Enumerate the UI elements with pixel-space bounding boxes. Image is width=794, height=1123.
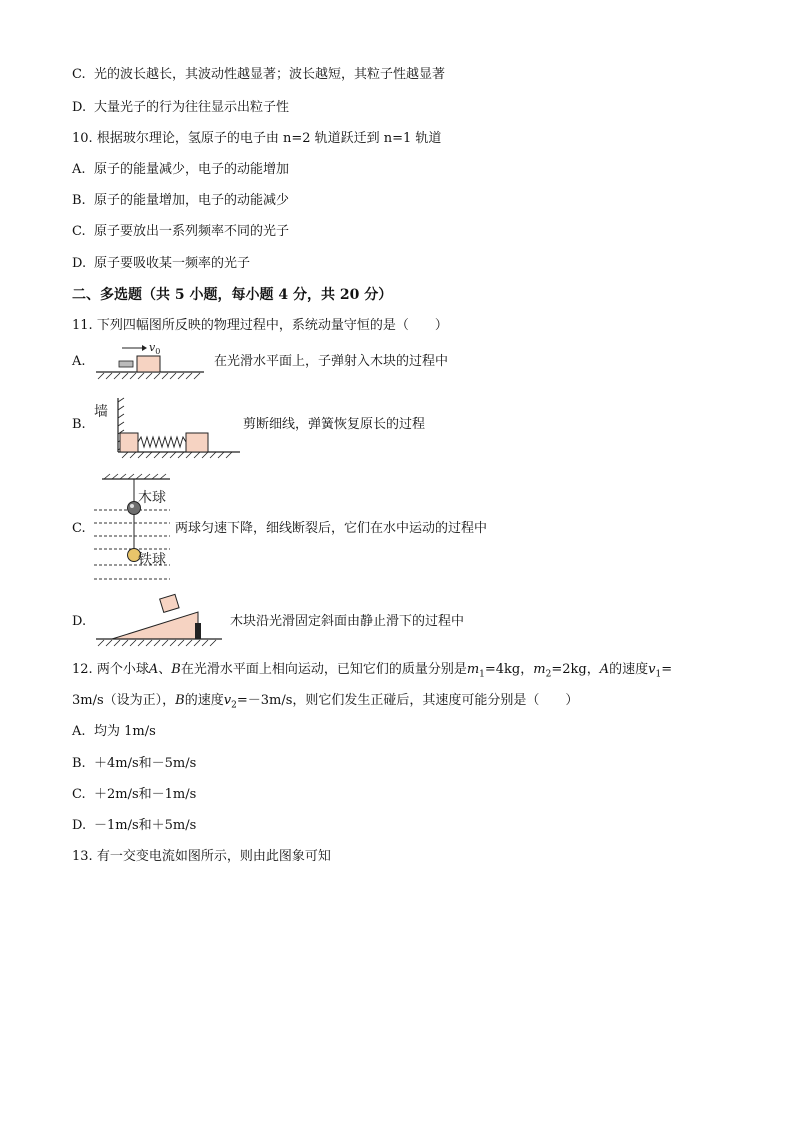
q12-option-d xyxy=(72,817,196,835)
q10-option-a xyxy=(72,161,289,179)
question-11 xyxy=(72,317,448,335)
question-12-line1 xyxy=(72,661,672,684)
q11-option-c-caption: 两球匀速下降，细线断裂后，它们在水中运动的过程中 xyxy=(175,521,488,536)
question-number: 12. xyxy=(72,662,93,677)
option-text: ＋2m/s和－1m/s xyxy=(94,787,197,802)
var-v: v xyxy=(648,662,656,677)
question-text: 下列四幅图所反映的物理过程中，系统动量守恒的是（ ） xyxy=(96,318,448,333)
spring-wall-figure xyxy=(94,396,244,460)
q12-text-part: 、 xyxy=(158,662,172,677)
option-label: D. xyxy=(72,818,87,833)
q11-option-d-label: D. xyxy=(72,614,87,629)
question-number: 10. xyxy=(72,131,93,146)
question-13 xyxy=(72,848,331,866)
subscript: 1 xyxy=(655,669,662,680)
q12-text-part: 的速度 xyxy=(609,662,649,677)
var-v: v xyxy=(223,693,232,708)
wood-ball-label: 木球 xyxy=(138,490,166,506)
option-label: A. xyxy=(72,724,86,739)
q12-text-part: =4kg， xyxy=(484,662,534,677)
bullet-block-figure xyxy=(94,340,206,382)
option-label: C. xyxy=(72,224,86,239)
q12-text-part: =2kg， xyxy=(551,662,600,677)
var-m: m xyxy=(533,662,546,677)
subscript: 2 xyxy=(545,669,552,680)
option-text: 原子的能量增加，电子的动能减少 xyxy=(94,193,290,208)
var-a: A xyxy=(599,662,610,677)
option-text: 原子的能量减少，电子的动能增加 xyxy=(94,162,290,177)
question-10 xyxy=(72,130,441,148)
q12-text-part: 在光滑水平面上相向运动，已知它们的质量分别是 xyxy=(180,662,467,677)
q11-option-b-label: B. xyxy=(72,417,86,432)
q12-option-a xyxy=(72,723,156,741)
option-label: C. xyxy=(72,67,86,82)
option-text: ＋4m/s和－5m/s xyxy=(94,756,197,771)
q12-option-b xyxy=(72,755,196,773)
question-text: 有一交变电流如图所示，则由此图象可知 xyxy=(96,849,331,864)
q10-option-d xyxy=(72,255,250,273)
q11-option-b-caption: 剪断细线，弹簧恢复原长的过程 xyxy=(243,417,426,432)
q12-text-part: 两个小球 xyxy=(96,662,149,677)
section-heading: 二、多选题（共 5 小题，每小题 4 分，共 20 分） xyxy=(72,287,393,303)
option-label: C. xyxy=(72,787,86,802)
q12-text-part: 的速度 xyxy=(184,693,224,708)
question-number: 11. xyxy=(72,318,93,333)
option-label: B. xyxy=(72,756,86,771)
option-text: 均为 1m/s xyxy=(94,724,156,739)
var-m: m xyxy=(466,662,480,677)
velocity-label: $v_0$ xyxy=(149,341,161,356)
subscript: 1 xyxy=(479,669,485,680)
q11-option-a-caption: 在光滑水平面上，子弹射入木块的过程中 xyxy=(214,354,449,369)
option-label: D. xyxy=(72,256,87,271)
option-label: D. xyxy=(72,100,87,115)
option-label: A. xyxy=(72,162,86,177)
subscript: 2 xyxy=(231,700,237,711)
q12-text-part: 3m/s（设为正）， xyxy=(72,693,176,708)
option-text: 光的波长越长，其波动性越显著；波长越短，其粒子性越显著 xyxy=(94,67,446,82)
var-a: A xyxy=(148,662,159,677)
question-12-line2 xyxy=(72,692,578,715)
var-b: B xyxy=(175,693,185,708)
wall-label: 墙 xyxy=(94,404,108,420)
iron-ball-label: 铁球 xyxy=(138,552,166,568)
option-d-light xyxy=(72,99,289,117)
q10-option-c xyxy=(72,223,289,241)
q12-text-part: = xyxy=(661,662,673,677)
q11-option-d-caption: 木块沿光滑固定斜面由静止滑下的过程中 xyxy=(230,614,465,629)
option-label: B. xyxy=(72,193,86,208)
option-c-light xyxy=(72,66,445,84)
q10-option-b xyxy=(72,192,289,210)
q11-option-c-label: C. xyxy=(72,521,86,536)
option-text: 原子要吸收某一频率的光子 xyxy=(94,256,251,271)
option-text: －1m/s和＋5m/s xyxy=(94,818,197,833)
var-b: B xyxy=(171,662,181,677)
q12-option-c xyxy=(72,786,196,804)
q12-text-part: =－3m/s，则它们发生正碰后，其速度可能分别是（ ） xyxy=(236,693,579,708)
option-text: 原子要放出一系列频率不同的光子 xyxy=(94,224,290,239)
question-text: 根据玻尔理论，氢原子的电子由 n=2 轨道跃迁到 n=1 轨道 xyxy=(96,131,442,146)
q11-option-a-label: A. xyxy=(72,354,86,369)
incline-block-figure xyxy=(94,594,226,650)
question-number: 13. xyxy=(72,849,93,864)
option-text: 大量光子的行为往往显示出粒子性 xyxy=(94,100,290,115)
